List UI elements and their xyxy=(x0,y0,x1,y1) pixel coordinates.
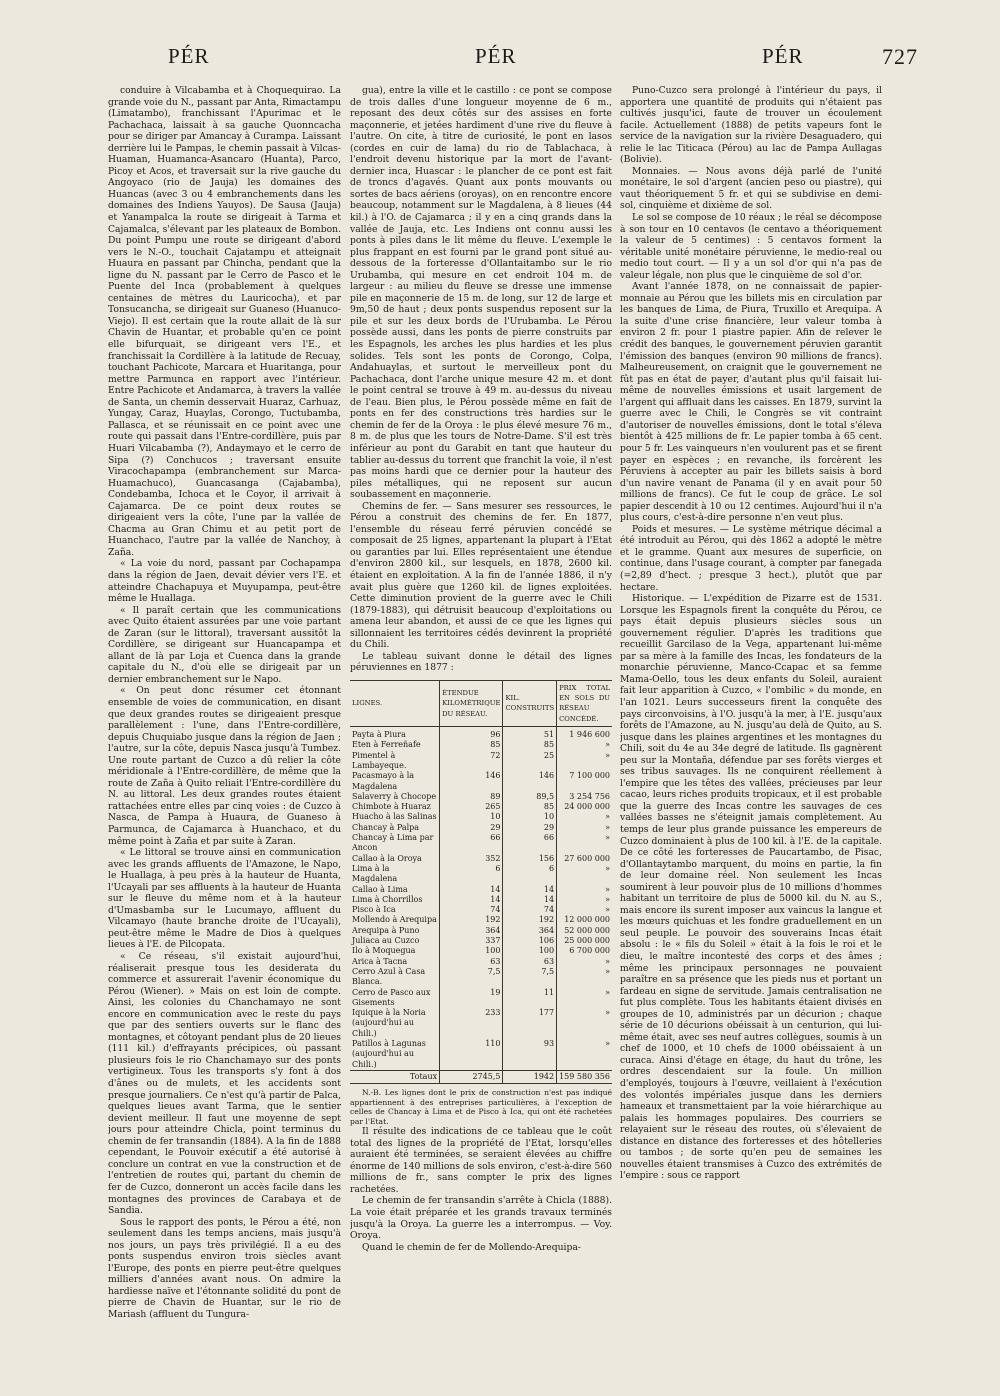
line-length: 265 xyxy=(440,802,503,812)
line-name: Lima à Chorrillos xyxy=(352,894,423,904)
table-footnote: N.-B. Les lignes dont le prix de construction n'est pas indiqué appartiennent à des entreprises particulières, à l'exception de celles de Chancay à Lima et de Pisco à Ica, qui ont été rachetées par l'Etat. xyxy=(350,1088,612,1126)
line-built: 14 xyxy=(503,885,557,895)
column-header-lines: LIGNES. xyxy=(350,680,440,726)
line-price: 25 000 000 xyxy=(557,936,612,946)
line-name: Juliaca au Cuzco xyxy=(352,936,420,946)
table-header-row xyxy=(350,680,612,726)
line-price: » xyxy=(557,967,612,988)
text-column-left xyxy=(108,85,341,1375)
line-built: 156 xyxy=(503,854,557,864)
line-length: 233 xyxy=(440,1008,503,1039)
line-price: 24 000 000 xyxy=(557,802,612,812)
column-header-length: ÉTENDUE KILOMÉTRIQUE DU RÉSEAU. xyxy=(440,680,503,726)
line-price: » xyxy=(557,905,612,915)
line-name: Callao à Lima xyxy=(352,884,408,894)
table-row xyxy=(350,926,612,936)
header-center-word: PÉR xyxy=(475,44,517,68)
table-row xyxy=(350,988,612,1009)
line-name: Cerro de Pasco aux Gisements xyxy=(352,987,431,1007)
line-built: 29 xyxy=(503,823,557,833)
paragraph: Monnaies. — Nous avons déjà parlé de l'unité monétaire, le sol d'argent (ancien peso ou piastre), qui vaut théoriquement 5 fr. et qui se subdivise en demi-sol, cinquième et dixième de sol. xyxy=(620,165,882,212)
line-price: 6 700 000 xyxy=(557,946,612,956)
line-length: 89 xyxy=(440,792,503,802)
table-row xyxy=(350,727,612,741)
paragraph: Le sol se compose de 10 réaux ; le réal se décompose à son tour en 10 centavos (le centavo a théoriquement la valeur de 5 centimes) : 5 centavos forment la véritable unité monétaire péruvienne, le medio-real ou medio tout court. — Il y a un sol d'or qui n'a pas de valeur légale, non plus que le cinquième de sol d'or. xyxy=(620,212,882,281)
line-length: 192 xyxy=(440,915,503,925)
line-price: » xyxy=(557,895,612,905)
paragraph: gua), entre la ville et le castillo : ce pont se compose de trois dalles d'une longueur moyenne de 6 m., reposant des deux côtés sur des assises en forte maçonnerie, et jetées hardiment d'une rive du fleuve à l'autre. On cite, à titre de curiosité, le pont en lasos (cordes en cuir de lama) du rio de Tablachaca, à l'endroit devenu historique par la mort de l'avant-dernier inca, Huascar : le plancher de ce pont est fait de troncs d'agavés. Quant aux ponts mouvants ou sortes de bacs aériens (oroyas), on en rencontre encore beaucoup, notamment sur le Magdalena, à 8 lieues (44 kil.) à l'O. de Cajamarca ; il y en a cinq grands dans la vallée de Jauja, etc. Les Indiens ont connu aussi les ponts à piles dans le lit même du fleuve. L'exemple le plus frappant en est fourni par le grand pont situé au-dessous de la forteresse d'Ollantaitambo sur le rio Urubamba, qui mesure en cet endroit 104 m. de largeur : au milieu du fleuve se dresse une immense pile en maçonnerie de 15 m. de long, sur 12 de large et 9m,50 de haut ; deux ponts suspendus reposent sur la pile et sur les deux bords de l'Urubamba. Le Pérou possède aussi, dans les ponts de pierre construits par les Espagnols, les arches les plus hardies et les plus solides. Tels sont les ponts de Corongo, Colpa, Andahuaylas, et surtout le merveilleux pont du Pachachaca, dont l'arche unique mesure 42 m. et dont le point central se trouve à 49 m. au-dessus du niveau de l'eau. Bien plus, le Pérou possède même en fait de ponts en fer des constructions très hardies sur le chemin de fer de la Oroya : le plus élevé mesure 76 m., 8 m. de plus que les tours de Notre-Dame. S'il est très inférieur au pont du Garabit en tant que hauteur du tablier au-dessus du torrent que franchit la voie, il n'est pas moins hardi que ce dernier pour la hauteur des piles métalliques, qui ne reposent sur aucun soubassement en maçonnerie. xyxy=(350,85,612,501)
paragraph: Poids et mesures. — Le système métrique décimal a été introduit au Pérou, qui dès 1862 a adopté le mètre et le gramme. Quant aux mesures de superficie, on continue, dans l'usage courant, à compter par fanegada (=2,89 d'hect. ; presque 3 hect.), plutôt que par hectare. xyxy=(620,523,882,593)
paragraph: Le tableau suivant donne le détail des lignes péruviennes en 1877 : xyxy=(350,650,612,674)
line-price: » xyxy=(557,833,612,854)
paragraph: Puno-Cuzco sera prolongé à l'intérieur du pays, il apportera une quantité de produits qui n'étaient pas cultivés jusqu'ici, faute de trouver un écoulement facile. Actuellement (1888) de petits vapeurs font le service de la navigation sur la rivière Desaguadero, qui relie le lac Titicaca (Pérou) au lac de Pampa Aullagas (Bolivie). xyxy=(620,85,882,166)
line-name: Pisco à Ica xyxy=(352,905,396,915)
line-length: 7,5 xyxy=(440,967,503,988)
line-name: Arica à Tacna xyxy=(352,956,408,966)
line-price: 7 100 000 xyxy=(557,771,612,792)
line-name: Huacho à las Salinas xyxy=(352,812,437,822)
line-built: 100 xyxy=(503,946,557,956)
line-built: 106 xyxy=(503,936,557,946)
line-built: 14 xyxy=(503,895,557,905)
line-length: 364 xyxy=(440,926,503,936)
paragraph: Historique. — L'expédition de Pizarre est de 1531. Lorsque les Espagnols firent la conquête du Pérou, ce pays était depuis plusieurs siècles sous un gouvernement régulier. D'après les traditions que recueillit Garcilaso de la Vega, appartenant lui-même par sa mère à la famille des Incas, les fondateurs de la monarchie péruvienne, Manco-Ccapac et sa femme Mama-Oello, tous les deux enfants du Soleil, auraient fait leur apparition à Cuzco, « l'ombilic » du monde, en l'an 1021. Leurs successeurs firent la conquête des pays circonvoisins, à l'O. jusqu'à la mer, à l'E. jusqu'aux forêts de l'Amazone, au N. jusqu'au delà de Quito, au S. jusque dans les plaines argentines et les montagnes du Chili, soit du 4e au 34e degré de latitude. Ils gagnèrent peu sur la Montaña, défendue par ses forêts vierges et ses tribus sauvages. Ils ne conquirent réellement à l'empire que les têtes des vallées, précieuses par leur cacao, leurs riches produits tropicaux, et il est probable que la guerre des Incas contre les sauvages de ces vallées basses ne s'éteignit jamais complètement. Au temps de leur plus grande puissance les empereurs de Cuzco dominaient à plus de 100 kil. à l'E. de la capitale. De ce côté les forteresses de Paucartambo, de Pisac, d'Ollantaytambo marquent, du moins en partie, la fin de leur domaine réel. Non seulement les Incas soumirent à leur pouvoir plus de 10 millions d'hommes habitant un territoire de plus de 5000 kil. du N. au S., mais encore ils surent imposer aux vaincus la langue et les mœurs quichuas et les fondre graduellement en un seul peuple. Le pouvoir des souverains Incas était absolu : le « fils du Soleil » était à la fois le roi et le dieu, le maître incontesté des corps et des âmes ; même les principaux personnages ne pouvaient paraître en sa présence que les pieds nus et portant un fardeau en signe de servitude. Jamais centralisation ne fut plus complète. Tous les habitants étaient divisés en groupes de 10, administrés par un décurion ; chaque série de 10 décurions obéissait à un centurion, qui lui-même était, avec ses neuf autres collègues, soumis à un chef de 1000, et 10 chefs de 1000 obéissaient à un curaca. Ainsi d'étage en étage, du haut du trône, les ordres descendaient sur la foule. Un million d'employés, toujours à l'œuvre, veillaient à l'exécution des volontés impériales jusque dans les derniers hameaux et transmettaient par la voie hiérarchique au palais les hommages populaires. Des courriers se relayaient sur le réseau des routes, où s'élevaient de distance en distance des forteresses et des hôtelleries ou tambos ; de sorte qu'en peu de semaines les nouvelles étaient transmises à Cuzco des extrémités de l'empire : sous ce rapport xyxy=(620,593,882,1182)
paragraph: Sous le rapport des ponts, le Pérou a été, non seulement dans les temps anciens, mais jusqu'à nos jours, un pays très privilégié. Il a eu des ponts suspendus environ trois siècles avant l'Europe, des ponts en pierre peut-être quelques milliers d'années avant nous. On admire la hardiesse naïve et l'étonnante solidité du pont de pierre de Chavin de Huantar, sur le rio de Mariash (affluent du Tungura- xyxy=(108,1216,341,1320)
line-length: 63 xyxy=(440,957,503,967)
line-name: Pimentel à Lambayeque. xyxy=(352,750,407,770)
table-row xyxy=(350,823,612,833)
paragraph: conduire à Vilcabamba et à Choquequirao. La grande voie du N., passant par Anta, Rimactampu (Limatambo), franchissant l'Apurimac et le Pachachaca, laissait à sa gauche Quonncacha pour se diriger par Amancay à Curampa. Laissant derrière lui le Pampas, le chemin passait à Vilcas-Huaman, Huamanca-Asancaro (Huanta), Parco, Picoy et Acos, et traversait sur la rive gauche du Angoyaco (rio de Jauja) les domaines des Huancas (avec 3 ou 4 embranchements dans les domaines des Indiens Yauyos). De Sausa (Jauja) et Yanampalca la route se dirigeait à Tarma et Cajamalca, s'élevant par les plateaux de Bombon. Du point Pumpu une route se dirigeant d'abord vers le N.-O., touchait Cajatampu et atteignait Huaura en passant par Chincha, pendant que la ligne du N. passant par le Cerro de Pasco et le Puente del Inca (probablement à quelques centaines de mètres du Lauricocha), et par Tonsucancha, se dirigeait sur Guaneso (Huanuco-Viejo). Il est certain que la route allait de là sur Chavin de Huantar, et probable qu'en ce point elle bifurquait, se dirigeant vers l'E., et franchissait la Cordillère à la latitude de Recuay, touchant Pachicote, Marcara et Huaritanga, pour mettre Parmunca en rapport avec l'intérieur. Entre Pachicote et Andamarca, à travers la vallée de Santa, un chemin desservait Huaraz, Carhuaz, Yungay, Caraz, Huaylas, Corongo, Tuctubamba, Pallasca, et se réunissait en ce point avec une route qui passait dans l'Entre-cordillère, puis par Huari Vilcabamba (?), Andaymayo et le cerro de Sipa (?) Conchucos ; traversant ensuite Viracochapampa (embranchement sur Marca-Huamachuco), Guancasanga (Cajabamba), Condebamba, Ichoca et le Coyor, il arrivait à Cajamarca. De ce point deux routes se dirigeaient vers la côte, l'une par la vallée de Chacma au Gran Chimu et au petit port de Huanchaco, l'autre par la vallée de Nanchoy, à Zaña. xyxy=(108,85,341,558)
line-length: 85 xyxy=(440,740,503,750)
table-row xyxy=(350,905,612,915)
table-row xyxy=(350,864,612,885)
line-name: Pacasmayo à la Magdalena xyxy=(352,771,415,791)
table-row xyxy=(350,792,612,802)
table-row xyxy=(350,812,612,822)
paragraph: « On peut donc résumer cet étonnant ensemble de voies de communication, en disant que deux grandes routes se dirigeaient presque parallèlement : l'une, dans l'Entre-cordillère, depuis Chuquiabo jusque dans la région de Jaen ; l'autre, sur la côte, depuis Nasca jusqu'à Tumbez. Une route partant de Cuzco a dû relier la côte méridionale à l'Entre-cordillère, de même que la route de Zaña à Quito reliait l'Entre-cordillère du N. au littoral. Les deux grandes routes étaient rattachées entre elles par cinq voies : de Cuzco à Nasca, de Pampa à Huaura, de Guaneso à Parmunca, de Cajamarca à Huanchaco, et du même point à Zaña et par suite à Zaran. xyxy=(108,685,341,847)
line-name: Ilo à Moquegua xyxy=(352,946,416,956)
table-row xyxy=(350,946,612,956)
page-number: 727 xyxy=(882,44,918,69)
paragraph: Avant l'année 1878, on ne connaissait de papier-monnaie au Pérou que les billets mis en circulation par les banques de Lima, de Piura, Truxillo et Arequipa. A la suite d'une crise financière, leur valeur tomba à environ 2 fr. pour 1 piastre papier. Afin de relever le crédit des banques, le gouvernement péruvien garantit l'émission des banques (environ 90 millions de francs). Malheureusement, on craignit que le gouvernement ne fût pas en état de payer, d'autant plus qu'il faisait lui-même de nouvelles émissions et usait largement de l'argent qui affluait dans les caisses. En 1879, survint la guerre avec le Chili, le Congrès se vit contraint d'autoriser de nouvelles émissions, dont le total s'éleva bientôt à 425 millions de fr. Le papier tomba à 65 cent. pour 5 fr. Les vainqueurs n'en voulurent pas et se firent payer en espèces ; en revanche, ils forcèrent les Péruviens à accepter au pair les billets saisis à bord d'un navire venant de Panama (il y en avait pour 50 millions de francs). Ce fut le coup de grâce. Le sol papier descendit à 10 ou 12 centimes. Aujourd'hui il n'a plus cours, c'est-à-dire personne n'en veut plus. xyxy=(620,281,882,524)
line-price: » xyxy=(557,885,612,895)
line-built: 192 xyxy=(503,915,557,925)
line-built: 85 xyxy=(503,740,557,750)
line-length: 72 xyxy=(440,751,503,772)
text-column-right xyxy=(620,85,882,1375)
line-price: 27 600 000 xyxy=(557,854,612,864)
table-row xyxy=(350,915,612,925)
line-length: 66 xyxy=(440,833,503,854)
line-price: 1 946 600 xyxy=(557,727,612,741)
line-price: » xyxy=(557,864,612,885)
table-row xyxy=(350,885,612,895)
table-row xyxy=(350,771,612,792)
line-name: Chimbote à Huaraz xyxy=(352,802,431,812)
line-built: 89,5 xyxy=(503,792,557,802)
paragraph: Le chemin de fer transandin s'arrête à Chicla (1888). La voie était préparée et les grands travaux terminés jusqu'à la Oroya. La guerre les a interrompus. — Voy. Oroya. xyxy=(350,1195,612,1242)
line-price: » xyxy=(557,812,612,822)
line-built: 6 xyxy=(503,864,557,885)
paragraph: Il résulte des indications de ce tableau que le coût total des lignes de la propriété de l'Etat, lorsqu'elles auraient été terminées, se seraient élevées au chiffre énorme de 140 millions de sols environ, c'est-à-dire 560 millions de fr., sans compter le prix des lignes rachetées. xyxy=(350,1126,612,1195)
paragraph: « Il paraît certain que les communications avec Quito étaient assurées par une voie partant de Zaran (sur le littoral), traversant aussitôt la Cordillère, se dirigeant sur Huancapampa et allant de là par Loja et Cuenca dans la grande capitale du N., d'où elle se dirigeait par un dernier embranchement sur le Napo. xyxy=(108,604,341,685)
table-row xyxy=(350,967,612,988)
line-name: Iquique à la Noria (aujourd'hui au Chili.) xyxy=(352,1008,426,1038)
paragraph: « Ce réseau, s'il existait aujourd'hui, réaliserait presque tous les desiderata du commerce et assurerait l'avenir économique du Pérou (Wiener). » Mais on est loin de compte. Ainsi, les colonies du Chanchamayo ne sont encore en communication avec le reste du pays que par des sentiers ouverts sur le flanc des montagnes, et côtoyant pendant plus de 20 lieues (111 kil.) d'effrayants précipices, où passant plusieurs fois le rio Chanchamayo sur des ponts vertigineux. Tous les transports s'y font à dos d'ânes ou de mulets, et les accidents sont presque journaliers. Ce n'est qu'à partir de Palca, quelques lieues avant Tarma, que le sentier devient meilleur. Il faut une moyenne de sept jours pour atteindre Chicla, point terminus du chemin de fer transandin (1884). A la fin de 1888 cependant, le Pouvoir exécutif a été autorisé à conclure un contrat en vue la construction et de l'entretien de routes qui, partant du chemin de fer de Cuzco, donneront un accès facile dans les montagnes des provinces de Carabaya et de Sandia. xyxy=(108,951,341,1217)
total-price: 159 580 356 xyxy=(557,1070,612,1083)
line-built: 25 xyxy=(503,751,557,772)
column-header-built: KIL. CONSTRUITS xyxy=(503,680,557,726)
line-length: 14 xyxy=(440,895,503,905)
line-name: Chancay à Palpa xyxy=(352,822,420,832)
line-built: 10 xyxy=(503,812,557,822)
text-column-middle xyxy=(350,85,612,1375)
line-built: 51 xyxy=(503,727,557,741)
line-name: Eten à Ferreñafe xyxy=(352,740,421,750)
line-price: » xyxy=(557,751,612,772)
line-name: Chancay à Lima par Ancon xyxy=(352,833,434,853)
line-length: 29 xyxy=(440,823,503,833)
paragraph: « Le littoral se trouve ainsi en communication avec les grands affluents de l'Amazone, le Napo, le Huallaga, à peu près à la hauteur de Huanta, l'Ucayali par ses affluents à la hauteur de Huanta sur le fleuve du même nom et à la hauteur d'Umasbamba sur le Lucumayo, affluent du Vilcamayo (haute branche droite de l'Ucayali), peut-être même le Madre de Dios à quelques lieues à l'E. de Pilcopata. xyxy=(108,847,341,951)
table-total-row xyxy=(350,1070,612,1083)
line-name: Salaverry à Chocope xyxy=(352,791,437,801)
line-name: Callao à la Oroya xyxy=(352,853,422,863)
line-length: 146 xyxy=(440,771,503,792)
line-built: 177 xyxy=(503,1008,557,1039)
running-head xyxy=(60,44,970,74)
line-length: 6 xyxy=(440,864,503,885)
line-price: » xyxy=(557,1008,612,1039)
line-length: 100 xyxy=(440,946,503,956)
table-row xyxy=(350,895,612,905)
line-price: » xyxy=(557,823,612,833)
column-header-price: PRIX TOTAL EN SOLS DU RÉSEAU CONCÉDÉ. xyxy=(557,680,612,726)
table-row xyxy=(350,1039,612,1070)
line-name: Mollendo à Arequipa xyxy=(352,915,437,925)
total-length: 2745,5 xyxy=(440,1070,503,1083)
line-built: 7,5 xyxy=(503,967,557,988)
line-price: 12 000 000 xyxy=(557,915,612,925)
line-price: » xyxy=(557,957,612,967)
line-built: 66 xyxy=(503,833,557,854)
total-built: 1942 xyxy=(503,1070,557,1083)
line-price: 3 254 756 xyxy=(557,792,612,802)
table-row xyxy=(350,957,612,967)
line-name: Cerro Azul à Casa Blanca. xyxy=(352,966,426,987)
table-row xyxy=(350,936,612,946)
paragraph: Quand le chemin de fer de Mollendo-Arequipa- xyxy=(362,1241,581,1253)
line-length: 74 xyxy=(440,905,503,915)
table-row xyxy=(350,833,612,854)
table-row xyxy=(350,802,612,812)
header-left-word: PÉR xyxy=(168,44,210,68)
header-right-word: PÉR xyxy=(762,44,804,68)
line-name: Patillos à Lagunas (aujourd'hui au Chili.) xyxy=(352,1038,426,1069)
line-length: 14 xyxy=(440,885,503,895)
line-length: 352 xyxy=(440,854,503,864)
line-price: » xyxy=(557,988,612,1009)
line-price: » xyxy=(557,740,612,750)
line-price: 52 000 000 xyxy=(557,926,612,936)
table-row xyxy=(350,854,612,864)
line-built: 63 xyxy=(503,957,557,967)
line-length: 96 xyxy=(440,727,503,741)
table-row xyxy=(350,1008,612,1039)
line-length: 110 xyxy=(440,1039,503,1070)
line-built: 93 xyxy=(503,1039,557,1070)
line-length: 10 xyxy=(440,812,503,822)
table-row xyxy=(350,740,612,750)
paragraph: « La voie du nord, passant par Cochapampa dans la région de Jaen, devait dévier vers l'E. et atteindre Chachapuya et Muyupampa, peut-être même le Huallaga. xyxy=(108,558,341,605)
line-built: 11 xyxy=(503,988,557,1009)
line-built: 85 xyxy=(503,802,557,812)
line-built: 146 xyxy=(503,771,557,792)
line-length: 19 xyxy=(440,988,503,1009)
line-built: 74 xyxy=(503,905,557,915)
railway-lines-table xyxy=(350,680,612,1084)
line-built: 364 xyxy=(503,926,557,936)
line-length: 337 xyxy=(440,936,503,946)
line-name: Payta à Piura xyxy=(352,730,406,740)
line-name: Arequipa à Puno xyxy=(352,925,420,935)
line-price: » xyxy=(557,1039,612,1070)
total-label: Totaux xyxy=(350,1070,440,1083)
table-row xyxy=(350,751,612,772)
paragraph: Chemins de fer. — Sans mesurer ses ressources, le Pérou a construit des chemins de fer. En 1877, l'ensemble du réseau ferré péruvien concédé se composait de 25 lignes, appartenant la plupart à l'Etat ou garanties par lui. Elles représentaient une étendue d'environ 2800 kil., sur lesquels, en 1878, 2600 kil. étaient en exploitation. A la fin de l'année 1886, il n'y avait plus guère que 1260 kil. de lignes exploitées. Cette diminution provient de la guerre avec le Chili (1879-1883), qui détruisit beaucoup d'exploitations ou amena leur abandon, et aussi de ce que les lignes qui sillonnaient les territoires cédés devinrent la propriété du Chili. xyxy=(350,500,612,651)
line-name: Lima à la Magdalena xyxy=(352,863,398,884)
